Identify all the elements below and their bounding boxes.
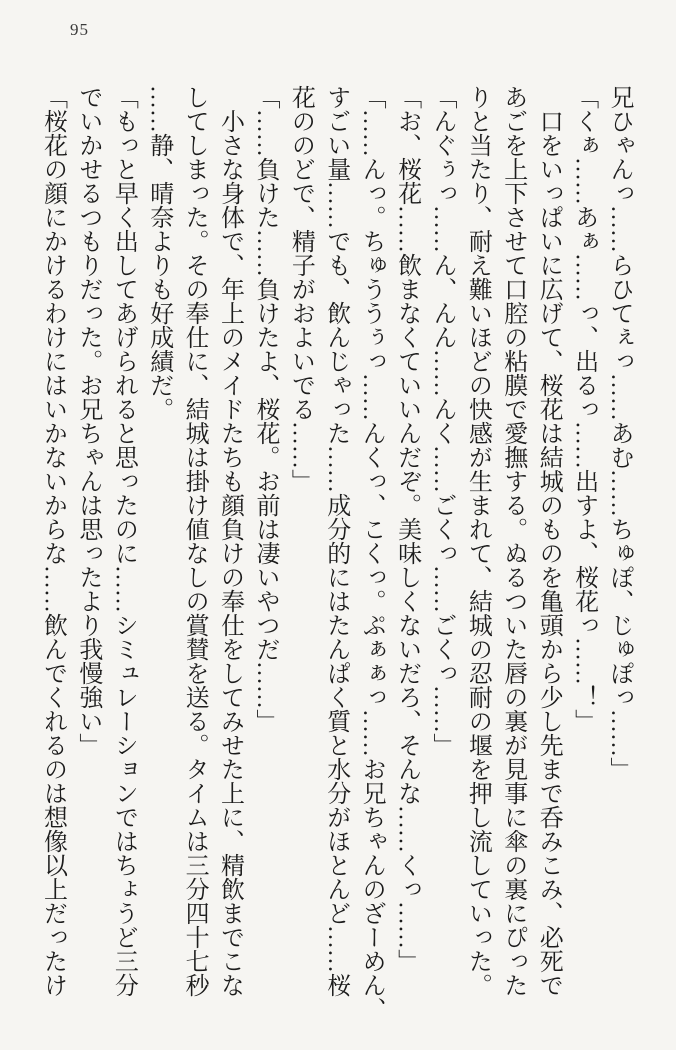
text-column: 「お、桜花……飲まなくていいんだぞ。美味しくないだろ、そんな……くっ……」: [393, 85, 420, 973]
text-column: 兄ひゃんっ……らひてぇっ……あむ……ちゅぽ、じゅぽっ……」: [606, 85, 632, 781]
text-column: でいかせるつもりだった。お兄ちゃんは思ったより我慢強い」: [74, 85, 101, 757]
text-column: あごを上下させて口腔の粘膜で愛撫する。ぬるついた唇の裏が見事に傘の裏にぴった: [499, 85, 526, 997]
text-column: 「……んっ。ちゅううぅっ……んくっ、こくっ。ぷぁぁっ……お兄ちゃんのざーめん、: [358, 85, 385, 1021]
text-column: 「……負けた……負けたよ、桜花。お前は凄いやつだ……」: [251, 85, 278, 733]
text-column: 花ののどで、精子がおよいでる……」: [287, 85, 314, 493]
text-column: してしまった。その奉仕に、結城は掛け値なしの賞賛を送る。タイムは三分四十七秒: [181, 85, 208, 997]
text-column: すごい量……でも、飲んじゃった……成分的にはたんぱく質と水分がほとんど……桜: [322, 85, 349, 997]
text-column: 「もっと早く出してあげられると思ったのに……シミュレーションではちょうど三分: [110, 85, 137, 997]
text-column: 「くぁ……あぁ……っ、出るっ……出すよ、桜花っ……！」: [570, 85, 597, 733]
page-number: 95: [70, 20, 89, 39]
text-column: 小さな身体で、年上のメイドたちも顔負けの奉仕をしてみせた上に、精飲までこな: [216, 109, 243, 997]
text-column: 「桜花の顔にかけるわけにはいかないからな……飲んでくれるのは想像以上だったけ: [39, 85, 66, 997]
text-column: 口をいっぱいに広げて、桜花は結城のものを亀頭から少し先まで呑みこみ、必死で: [535, 109, 562, 997]
text-column: 「んぐぅっ……ん、んん……んく……ごくっ……ごくっ……」: [428, 85, 455, 757]
text-block: [34, 85, 636, 1025]
text-column: りと当たり、耐え難いほどの快感が生まれて、結城の忍耐の堰を押し流していった。: [464, 85, 491, 997]
text-column: ……静、晴奈よりも好成績だ。: [145, 85, 172, 421]
